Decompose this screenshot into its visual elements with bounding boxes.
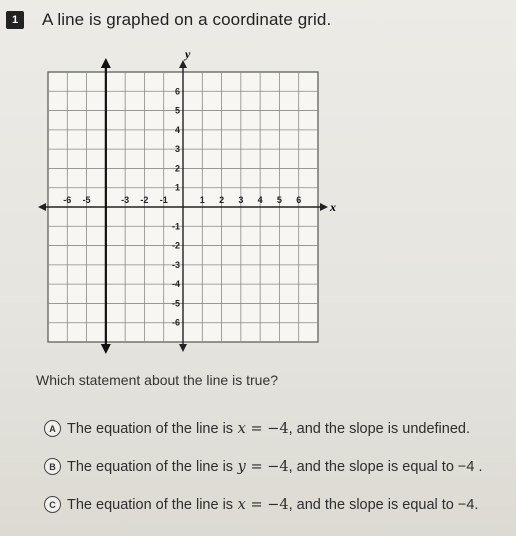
x-tick-label: -2 — [140, 195, 149, 205]
choice-c-var: x — [237, 496, 246, 513]
choice-c-eq: = −4 — [245, 496, 289, 513]
y-axis-label: y — [185, 47, 191, 61]
choice-c-letter: C — [44, 496, 61, 513]
coordinate-grid — [46, 47, 346, 358]
choice-a-text-pre: The equation of the line is — [67, 420, 234, 437]
graphed-line-arrow-up — [101, 58, 111, 68]
y-tick-label: -2 — [171, 240, 180, 251]
choice-c-equation — [233, 497, 289, 513]
choice-b[interactable] — [44, 458, 483, 475]
choice-a[interactable] — [44, 420, 470, 437]
y-tick-label: -4 — [171, 279, 180, 290]
x-tick-label: 2 — [219, 195, 225, 205]
y-tick-label: -3 — [171, 259, 180, 270]
y-tick-label: -6 — [171, 317, 180, 328]
question-number: 1 — [6, 11, 24, 29]
x-axis-arrow — [320, 203, 328, 211]
y-axis-arrow — [179, 60, 187, 68]
choice-b-equation — [233, 459, 289, 475]
choice-c-text-pre: The equation of the line is — [67, 496, 234, 513]
x-tick-label: -3 — [121, 195, 130, 205]
coordinate-grid-svg — [46, 47, 346, 358]
question-header — [6, 10, 331, 30]
choice-c-text-post: , and the slope is equal to −4. — [288, 496, 479, 513]
choice-c[interactable] — [44, 496, 478, 513]
x-tick-label: 6 — [296, 195, 302, 205]
choice-b-letter: B — [44, 458, 61, 475]
choice-a-text-post: , and the slope is undefined. — [288, 420, 470, 437]
choice-a-eq: = −4 — [245, 420, 289, 437]
x-tick-label: -6 — [63, 195, 72, 205]
choice-a-var: x — [237, 420, 246, 437]
choice-b-var: y — [237, 458, 246, 475]
x-tick-label: -5 — [82, 195, 91, 205]
question-prompt: Which statement about the line is true? — [36, 372, 279, 388]
choice-a-equation — [233, 421, 289, 437]
y-tick-label: -1 — [171, 221, 180, 232]
x-tick-label: 4 — [257, 195, 263, 205]
choice-a-letter: A — [44, 420, 61, 437]
y-tick-label: 5 — [174, 105, 180, 116]
y-tick-label: 6 — [174, 86, 180, 97]
x-tick-label: 5 — [276, 195, 282, 205]
y-tick-label: 3 — [174, 144, 180, 155]
choice-b-text-post: , and the slope is equal to −4 . — [288, 458, 483, 475]
x-tick-label: 3 — [238, 195, 244, 205]
question-title: A line is graphed on a coordinate grid. — [42, 10, 332, 29]
x-axis-arrow-left — [38, 203, 46, 211]
x-tick-label: 1 — [199, 195, 205, 205]
x-axis-label: x — [330, 200, 336, 214]
y-axis-arrow-down — [179, 344, 187, 352]
y-tick-label: -5 — [171, 298, 180, 309]
y-tick-label: 1 — [174, 182, 180, 193]
y-tick-label: 2 — [174, 163, 180, 174]
choice-b-eq: = −4 — [245, 458, 289, 475]
graphed-line-arrow-down — [101, 344, 111, 354]
choice-b-text-pre: The equation of the line is — [67, 458, 234, 475]
y-tick-label: 4 — [174, 124, 180, 135]
x-tick-label: -1 — [159, 195, 168, 205]
